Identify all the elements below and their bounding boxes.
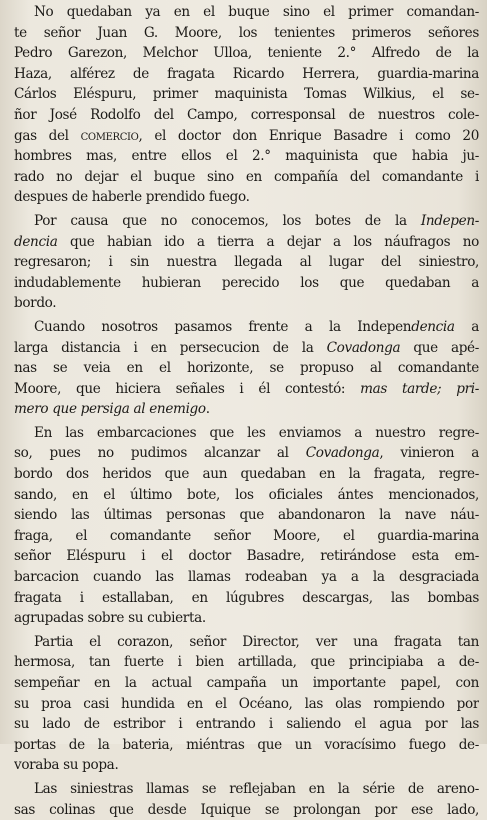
article-paragraph: [14, 317, 479, 420]
text-line: rado no dejar el buque sino en compañía del comandante i: [14, 168, 479, 185]
text-line: Las siniestras llamas se reflejaban en la série de areno-: [34, 780, 479, 797]
text-line: No quedaban ya en el buque sino el primer comandan-: [34, 4, 479, 20]
text-line: te señor Juan G. Moore, los tenientes primeros señores: [14, 24, 479, 41]
text-line: siendo las últimas personas que abandonaron la nave náu-: [14, 507, 479, 524]
text-line: sando, en el último bote, los oficiales ántes mencionados,: [14, 486, 479, 503]
text-line: Cárlos Eléspuru, primer maquinista Tomas Wilkius, el se-: [14, 86, 479, 103]
text-line: sempeñar en la actual campaña un importante papel, con: [14, 675, 479, 691]
text-line: su lado de estribor i entrando i saliendo el agua por las: [14, 716, 479, 733]
text-line: fragata i estallaban, en lúgubres descargas, las bombas: [14, 589, 479, 606]
text-line: bordo dos heridos que aun quedaban en la fragata, regre-: [14, 466, 479, 483]
text-line: Por causa que no conocemos, los botes de la Indepen-: [34, 212, 479, 229]
text-line: agrupadas sobre su cubierta.: [14, 610, 206, 627]
text-line: indudablemente hubieran perecido los que quedaban a: [14, 274, 479, 291]
text-line: despues de haberle prendido fuego.: [14, 189, 250, 206]
text-line: gas del comercio, el doctor don Enrique Basadre i como 20: [14, 127, 479, 144]
text-line: voraba su popa.: [14, 757, 119, 774]
text-line: so, pues no pudimos alcanzar al Covadonga, vinieron a: [14, 445, 479, 462]
article-paragraph: [14, 211, 479, 314]
text-line: hermosa, tan fuerte i bien artillada, que principiaba a de-: [14, 654, 479, 671]
text-line: hombres mas, entre ellos el 2.° maquinista que habia ju-: [14, 148, 479, 165]
text-line: Haza, alférez de fragata Ricardo Herrera, guardia-marina: [14, 65, 479, 82]
text-line: bordo.: [14, 295, 57, 312]
text-line: Pedro Garezon, Melchor Ulloa, teniente 2.° Alfredo de la: [14, 45, 479, 62]
text-line: sas colinas que desde Iquique se prolongan por ese lado,: [14, 801, 479, 818]
text-line: larga distancia i en persecucion de la Covadonga que apé-: [14, 339, 479, 356]
text-line: regresaron; i sin nuestra llegada al lugar del siniestro,: [14, 254, 479, 271]
text-line: su proa casi hundida en el Océano, las olas rompiendo por: [14, 695, 479, 712]
text-line: nas se veia en el horizonte, se propuso al comandante: [14, 360, 479, 377]
text-line: Partia el corazon, señor Director, ver una fragata tan: [34, 633, 479, 650]
article-paragraph: [14, 2, 479, 208]
text-line: Cuando nosotros pasamos frente a la Independencia a: [34, 318, 479, 335]
text-line: dencia que habian ido a tierra a dejar a los náufragos no: [14, 233, 479, 250]
text-line: barcacion cuando las llamas rodeaban ya a la desgraciada: [14, 569, 479, 586]
text-line: portas de la bateria, miéntras que un voracísimo fuego de-: [14, 736, 479, 753]
text-line: señor Eléspuru i el doctor Basadre, retirándose esta em-: [14, 548, 479, 565]
article-paragraph: [14, 779, 479, 820]
text-line: ñor José Rodolfo del Campo, corresponsal de nuestros cole-: [14, 106, 479, 123]
article-paragraph: [14, 423, 479, 629]
text-line: En las embarcaciones que les enviamos a nuestro regre-: [34, 424, 479, 441]
article-paragraph: [14, 632, 479, 776]
text-line: Moore, que hiciera señales i él contestó: mas tarde; pri-: [14, 380, 479, 397]
text-line: mero que persiga al enemigo.: [14, 401, 210, 418]
text-line: fraga, el comandante señor Moore, el guardia-marina: [14, 527, 479, 544]
